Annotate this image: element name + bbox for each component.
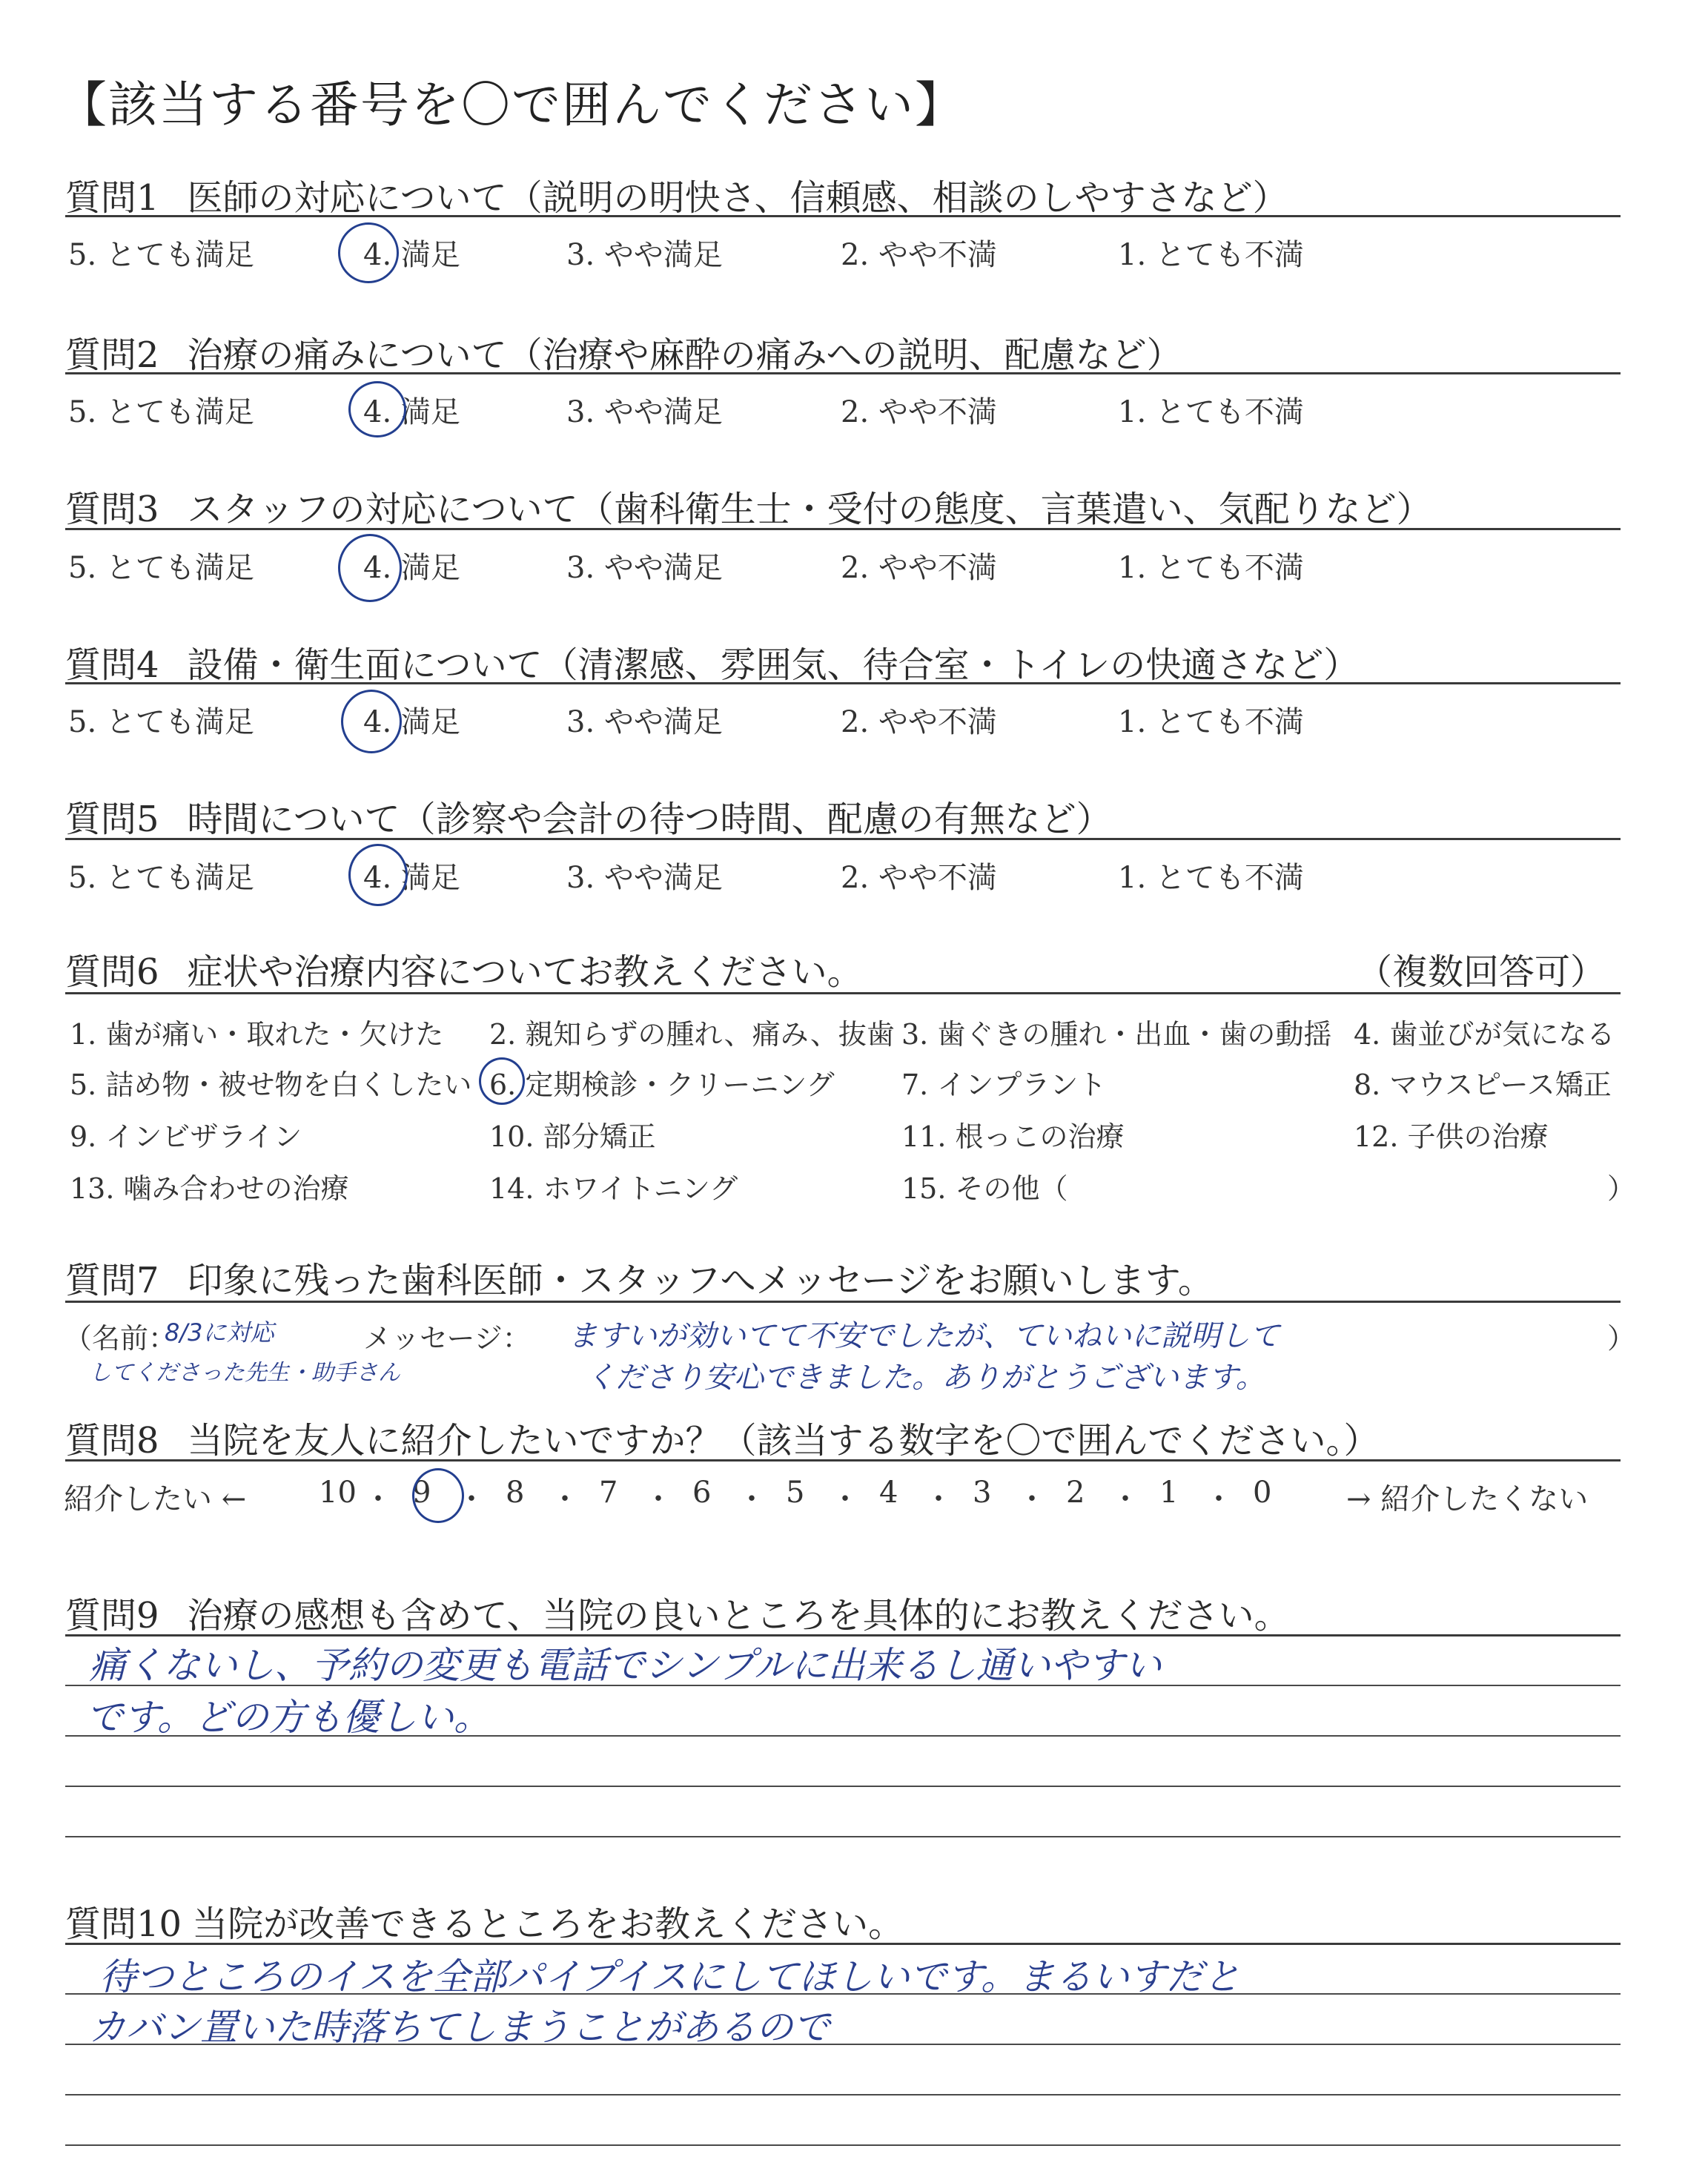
q8-scale-4[interactable]: 4 xyxy=(879,1476,898,1510)
q5-option-3[interactable]: 3. やや満足 xyxy=(566,861,723,895)
rule xyxy=(65,1943,1621,1945)
q8-scale-5[interactable]: 5 xyxy=(786,1476,805,1510)
rule xyxy=(65,372,1621,374)
q8-scale-separator: ・ xyxy=(1110,1482,1140,1516)
question-number: 質問8 xyxy=(65,1420,159,1462)
q5-option-4[interactable]: 4. 満足 xyxy=(363,861,460,895)
question-text: 時間について（診察や会計の待つ時間、配慮の有無など） xyxy=(187,799,1112,840)
q4-option-4[interactable]: 4. 満足 xyxy=(363,705,460,739)
q4-option-2[interactable]: 2. やや不満 xyxy=(841,705,997,739)
question-4 xyxy=(65,636,1359,687)
question-number: 質問3 xyxy=(65,489,159,530)
question-text: 当院が改善できるところをお教えください。 xyxy=(192,1903,904,1945)
question-number: 質問6 xyxy=(65,951,159,993)
q6-option-7[interactable]: 7. インプラント xyxy=(901,1069,1107,1101)
question-9 xyxy=(65,1587,1290,1638)
question-text: 症状や治療内容についてお教えください。 xyxy=(187,951,863,993)
q5-option-5[interactable]: 5. とても満足 xyxy=(68,861,254,895)
q8-scale-separator: ・ xyxy=(643,1482,673,1516)
rule xyxy=(65,528,1621,530)
q1-option-5[interactable]: 5. とても満足 xyxy=(68,238,254,272)
q3-option-5[interactable]: 5. とても満足 xyxy=(68,551,254,585)
q6-option-13[interactable]: 13. 噛み合わせの治療 xyxy=(70,1172,349,1205)
multiple-answer-note: （複数回答可） xyxy=(1357,951,1606,993)
q6-option-5[interactable]: 5. 詰め物・被せ物を白くしたい xyxy=(70,1069,472,1101)
q8-scale-separator: ・ xyxy=(830,1482,860,1516)
q3-option-2[interactable]: 2. やや不満 xyxy=(841,551,997,585)
question-text: 設備・衛生面について（清潔感、雰囲気、待合室・トイレの快適さなど） xyxy=(187,644,1360,686)
q5-option-2[interactable]: 2. やや不満 xyxy=(841,861,997,895)
question-10 xyxy=(65,1895,904,1946)
q8-scale-9[interactable]: 9 xyxy=(412,1476,431,1510)
q3-option-3[interactable]: 3. やや満足 xyxy=(566,551,723,585)
question-3 xyxy=(65,480,1432,532)
rule xyxy=(65,215,1621,217)
q4-selected-circle xyxy=(341,690,402,753)
q1-option-3[interactable]: 3. やや満足 xyxy=(566,238,723,272)
question-1 xyxy=(65,169,1288,220)
question-text: スタッフの対応について（歯科衛生士・受付の態度、言葉遣い、気配りなど） xyxy=(187,489,1432,530)
question-text: 治療の痛みについて（治療や麻酔の痛みへの説明、配慮など） xyxy=(187,334,1182,376)
q8-scale-separator: ・ xyxy=(924,1482,953,1516)
question-number: 質問9 xyxy=(65,1595,159,1636)
q9-answer-line-1: 痛くないし、予約の変更も電話でシンプルに出来るし通いやすい xyxy=(89,1644,1162,1687)
rule xyxy=(65,992,1621,994)
q1-selected-circle xyxy=(338,222,399,283)
q6-option-9[interactable]: 9. インビザライン xyxy=(70,1120,302,1153)
q3-option-1[interactable]: 1. とても不満 xyxy=(1118,551,1304,585)
q8-scale-7[interactable]: 7 xyxy=(599,1476,618,1510)
q8-selected-circle xyxy=(412,1468,464,1523)
question-6 xyxy=(65,943,863,994)
q2-option-4[interactable]: 4. 満足 xyxy=(363,395,460,429)
answer-line xyxy=(65,2094,1621,2095)
form-instruction: 【該当する番号を〇で囲んでください】 xyxy=(58,76,965,133)
q8-scale-0[interactable]: 0 xyxy=(1253,1476,1272,1510)
q7-close-paren: ） xyxy=(1607,1322,1636,1355)
q7-name-handwritten-2: してくださった先生・助手さん xyxy=(89,1360,400,1386)
q7-name-handwritten-1: 8/3に対応 xyxy=(165,1318,274,1347)
q4-option-1[interactable]: 1. とても不満 xyxy=(1118,705,1304,739)
q8-scale-separator: ・ xyxy=(1017,1482,1047,1516)
question-7 xyxy=(65,1252,1214,1303)
q6-selected-circle xyxy=(479,1057,525,1105)
rule xyxy=(65,838,1621,840)
q8-scale-separator: ・ xyxy=(1204,1482,1234,1516)
q10-answer-line-2: カバン置いた時落ちてしまうことがあるので xyxy=(89,2006,830,2049)
q2-option-2[interactable]: 2. やや不満 xyxy=(841,395,997,429)
q2-option-3[interactable]: 3. やや満足 xyxy=(566,395,723,429)
question-8 xyxy=(65,1412,1380,1463)
question-5 xyxy=(65,790,1112,842)
q7-message-line-1: ますいが効いてて不安でしたが、ていねいに説明して xyxy=(568,1319,1280,1353)
q7-name-label: （名前： xyxy=(64,1322,177,1355)
q1-option-2[interactable]: 2. やや不満 xyxy=(841,238,997,272)
question-number: 質問1 xyxy=(65,177,159,219)
q8-scale-8[interactable]: 8 xyxy=(506,1476,525,1510)
q8-left-label: 紹介したい ← xyxy=(64,1482,247,1516)
rule xyxy=(65,682,1621,684)
question-text: 治療の感想も含めて、当院の良いところを具体的にお教えください。 xyxy=(187,1595,1290,1636)
question-text: 印象に残った歯科医師・スタッフへメッセージをお願いします。 xyxy=(187,1260,1214,1301)
answer-line xyxy=(65,2144,1621,2146)
q8-scale-separator: ・ xyxy=(550,1482,580,1516)
q5-option-1[interactable]: 1. とても不満 xyxy=(1118,861,1304,895)
q8-scale-6[interactable]: 6 xyxy=(692,1476,712,1510)
question-number: 質問10 xyxy=(65,1903,182,1945)
q8-scale-10[interactable]: 10 xyxy=(319,1476,357,1510)
q4-option-3[interactable]: 3. やや満足 xyxy=(566,705,723,739)
q8-scale-separator: ・ xyxy=(457,1482,486,1516)
q10-answer-line-1: 待つところのイスを全部パイプイスにしてほしいです。まるいすだと xyxy=(99,1955,1240,1998)
rule xyxy=(65,1459,1621,1462)
q8-scale-separator: ・ xyxy=(737,1482,767,1516)
q3-option-4[interactable]: 4. 満足 xyxy=(363,551,460,585)
q6-option-8[interactable]: 8. マウスピース矯正 xyxy=(1354,1069,1612,1101)
q2-option-5[interactable]: 5. とても満足 xyxy=(68,395,254,429)
q8-scale-separator: ・ xyxy=(363,1482,393,1516)
question-text: 医師の対応について（説明の明快さ、信頼感、相談のしやすさなど） xyxy=(187,177,1288,219)
q6-option-4[interactable]: 4. 歯並びが気になる xyxy=(1354,1018,1615,1051)
question-text: 当院を友人に紹介したいですか？（該当する数字を〇で囲んでください。） xyxy=(187,1420,1380,1462)
q6-option-12[interactable]: 12. 子供の治療 xyxy=(1354,1120,1549,1153)
question-number: 質問2 xyxy=(65,334,159,376)
q6-option-14[interactable]: 14. ホワイトニング xyxy=(489,1172,738,1205)
q6-option-15[interactable]: 15. その他（ xyxy=(901,1172,1068,1205)
q6-option-3[interactable]: 3. 歯ぐきの腫れ・出血・歯の動揺 xyxy=(901,1018,1332,1051)
q1-option-4[interactable]: 4. 満足 xyxy=(363,238,460,272)
q1-option-1[interactable]: 1. とても不満 xyxy=(1118,238,1304,272)
q6-option-1[interactable]: 1. 歯が痛い・取れた・欠けた xyxy=(70,1018,444,1051)
q5-selected-circle xyxy=(348,844,408,906)
q6-other-close-paren: ） xyxy=(1607,1172,1636,1205)
q8-scale-2[interactable]: 2 xyxy=(1066,1476,1085,1510)
question-2 xyxy=(65,326,1182,377)
answer-line xyxy=(65,1836,1621,1837)
q6-option-2[interactable]: 2. 親知らずの腫れ、痛み、抜歯 xyxy=(489,1018,895,1051)
q3-selected-circle xyxy=(338,534,402,602)
question-number: 質問5 xyxy=(65,799,159,840)
q8-right-label: → 紹介したくない xyxy=(1346,1482,1589,1516)
answer-line xyxy=(65,1786,1621,1787)
q6-option-6[interactable]: 6. 定期検診・クリーニング xyxy=(489,1069,835,1101)
q8-scale-3[interactable]: 3 xyxy=(973,1476,992,1510)
q7-message-line-2: くださり安心できました。ありがとうございます。 xyxy=(586,1361,1265,1395)
question-number: 質問4 xyxy=(65,644,159,686)
q4-option-5[interactable]: 5. とても満足 xyxy=(68,705,254,739)
q7-message-label: メッセージ： xyxy=(363,1322,531,1355)
q8-scale-1[interactable]: 1 xyxy=(1159,1476,1179,1510)
question-number: 質問7 xyxy=(65,1260,159,1301)
q6-option-10[interactable]: 10. 部分矯正 xyxy=(489,1120,656,1153)
q6-option-11[interactable]: 11. 根っこの治療 xyxy=(901,1120,1125,1153)
q2-selected-circle xyxy=(348,381,406,437)
q2-option-1[interactable]: 1. とても不満 xyxy=(1118,395,1304,429)
q9-answer-line-2: です。どの方も優しい。 xyxy=(86,1696,491,1739)
rule xyxy=(65,1301,1621,1303)
